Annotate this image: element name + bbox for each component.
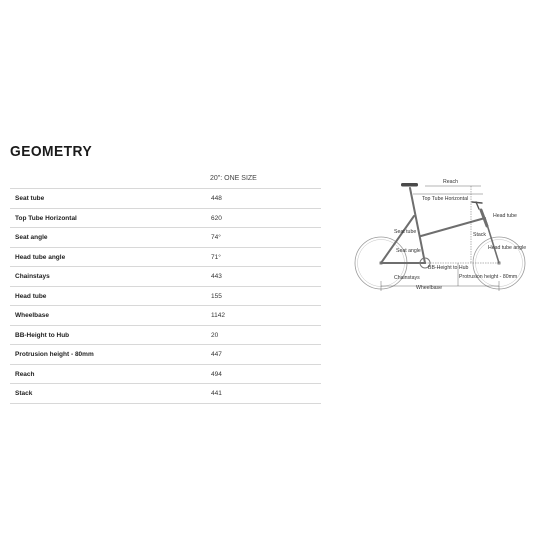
row-label: Head tube angle	[15, 253, 66, 261]
row-label: Head tube	[15, 292, 47, 300]
table-row	[10, 345, 321, 365]
row-value: 20	[211, 331, 219, 339]
label-head-tube-angle: Head tube angle	[488, 245, 527, 251]
label-top-tube: Top Tube Horizontal	[422, 196, 469, 202]
row-label: Chainstays	[15, 273, 50, 280]
label-bb-height: BB-Height to Hub	[428, 265, 469, 271]
row-value: 74°	[211, 234, 221, 241]
table-row	[10, 209, 321, 229]
row-label: Top Tube Horizontal	[15, 214, 77, 222]
table-row	[10, 248, 321, 268]
row-label: Seat tube	[15, 195, 45, 202]
table-row	[10, 228, 321, 248]
label-chainstays: Chainstays	[394, 275, 420, 281]
bike-geometry-diagram	[348, 168, 528, 298]
table-row	[10, 306, 321, 326]
row-label: Stack	[15, 390, 33, 397]
handlebar	[472, 202, 482, 209]
row-value: 441	[211, 390, 222, 397]
row-label: Wheelbase	[15, 312, 49, 319]
row-value: 494	[211, 370, 222, 378]
bike-drawing	[348, 168, 528, 298]
row-value: 155	[211, 292, 222, 300]
page-title: GEOMETRY	[10, 143, 93, 160]
table-row	[10, 365, 321, 385]
label-wheelbase: Wheelbase	[416, 285, 442, 291]
size-column-header: 20": ONE SIZE	[210, 175, 257, 182]
table-row	[10, 267, 321, 287]
row-value: 448	[211, 195, 222, 202]
table-header	[10, 172, 321, 189]
label-seat-angle: Seat angle	[396, 248, 421, 254]
table-row	[10, 326, 321, 346]
row-label: Reach	[15, 370, 35, 378]
row-label: Protrusion height - 80mm	[15, 351, 94, 358]
label-stack: Stack	[473, 232, 486, 238]
seat	[401, 183, 418, 187]
row-value: 1142	[211, 312, 225, 319]
row-label: Seat angle	[15, 234, 48, 241]
label-seat-tube: Seat tube	[394, 229, 417, 235]
label-head-tube: Head tube	[493, 213, 517, 219]
label-protrusion: Protrusion height - 80mm	[459, 274, 518, 280]
table-row	[10, 287, 321, 307]
row-value: 443	[211, 273, 222, 280]
table-row	[10, 189, 321, 209]
label-reach: Reach	[443, 179, 458, 185]
table-row	[10, 384, 321, 404]
row-value: 71°	[211, 253, 221, 261]
row-value: 620	[211, 214, 222, 222]
row-value: 447	[211, 351, 222, 358]
geometry-table	[10, 172, 321, 404]
row-label: BB-Height to Hub	[15, 331, 70, 339]
